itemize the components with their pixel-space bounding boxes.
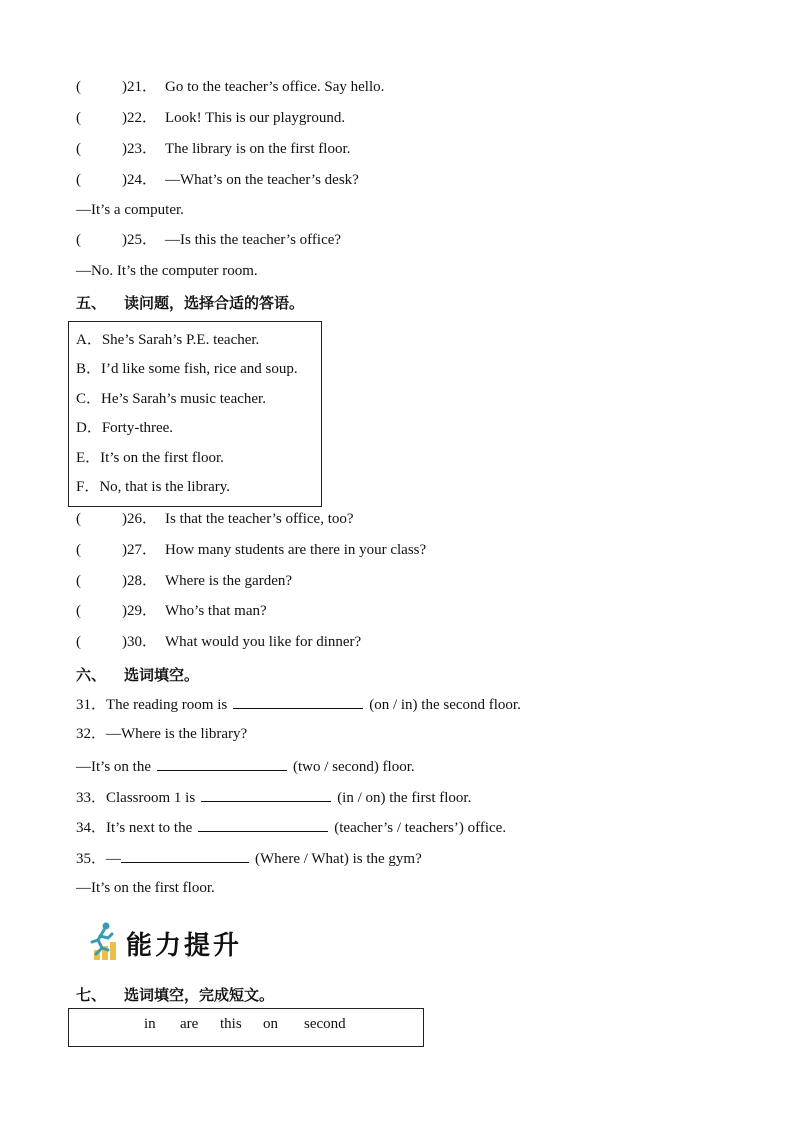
item-23: ( )23． The library is on the first floor. [76,141,351,157]
item-32-answer: —It’s on the (two / second) floor. [76,756,415,776]
item-30: ( )30． What would you like for dinner? [76,634,362,650]
word-bank-item: this [220,1016,242,1032]
word-bank-item: in [144,1016,156,1032]
item-35: 35．— (Where / What) is the gym? [76,848,422,868]
option-c: C．He’s Sarah’s music teacher. [76,391,266,407]
word-bank-item: on [263,1016,278,1032]
item-25-answer: —No. It’s the computer room. [76,263,258,279]
section-5-heading: 五、 读问题，选择合适的答语。 [76,294,305,312]
option-f: F．No, that is the library. [76,479,231,495]
section-7-heading: 七、 选词填空，完成短文。 [76,986,275,1004]
option-e: E．It’s on the first floor. [76,450,224,466]
option-b: B．I’d like some fish, rice and soup. [76,361,298,377]
word-bank-item: are [180,1016,199,1032]
item-26: ( )26． Is that the teacher’s office, too? [76,511,354,527]
option-a: A．She’s Sarah’s P.E. teacher. [76,332,260,348]
item-24: ( )24． —What’s on the teacher’s desk? [76,172,359,188]
item-27: ( )27． How many students are there in your class? [76,542,427,558]
blank-33[interactable] [201,787,331,802]
item-33: 33．Classroom 1 is (in / on) the first floor. [76,787,471,807]
item-29: ( )29． Who’s that man? [76,603,267,619]
item-35-answer: —It’s on the first floor. [76,880,215,896]
item-22: ( )22． Look! This is our playground. [76,110,346,126]
item-21: ( )21． Go to the teacher’s office. Say hello. [76,79,385,95]
item-28: ( )28． Where is the garden? [76,573,293,589]
blank-32[interactable] [157,756,287,771]
item-24-answer: —It’s a computer. [76,202,184,218]
blank-35[interactable] [121,848,249,863]
item-31: 31．The reading room is (on / in) the second floor. [76,694,521,714]
word-bank-box [68,1008,424,1047]
item-32: 32．—Where is the library? [76,726,248,742]
runner-with-bars-icon [84,920,124,964]
section-6-heading: 六、 选词填空。 [76,666,200,684]
item-34: 34．It’s next to the (teacher’s / teachers’) office. [76,817,506,837]
blank-31[interactable] [233,694,363,709]
banner-title: 能力提升 [126,931,243,961]
word-bank-item: second [304,1016,346,1032]
item-25: ( )25． —Is this the teacher’s office? [76,232,342,248]
option-d: D．Forty-three. [76,420,174,436]
blank-34[interactable] [198,817,328,832]
